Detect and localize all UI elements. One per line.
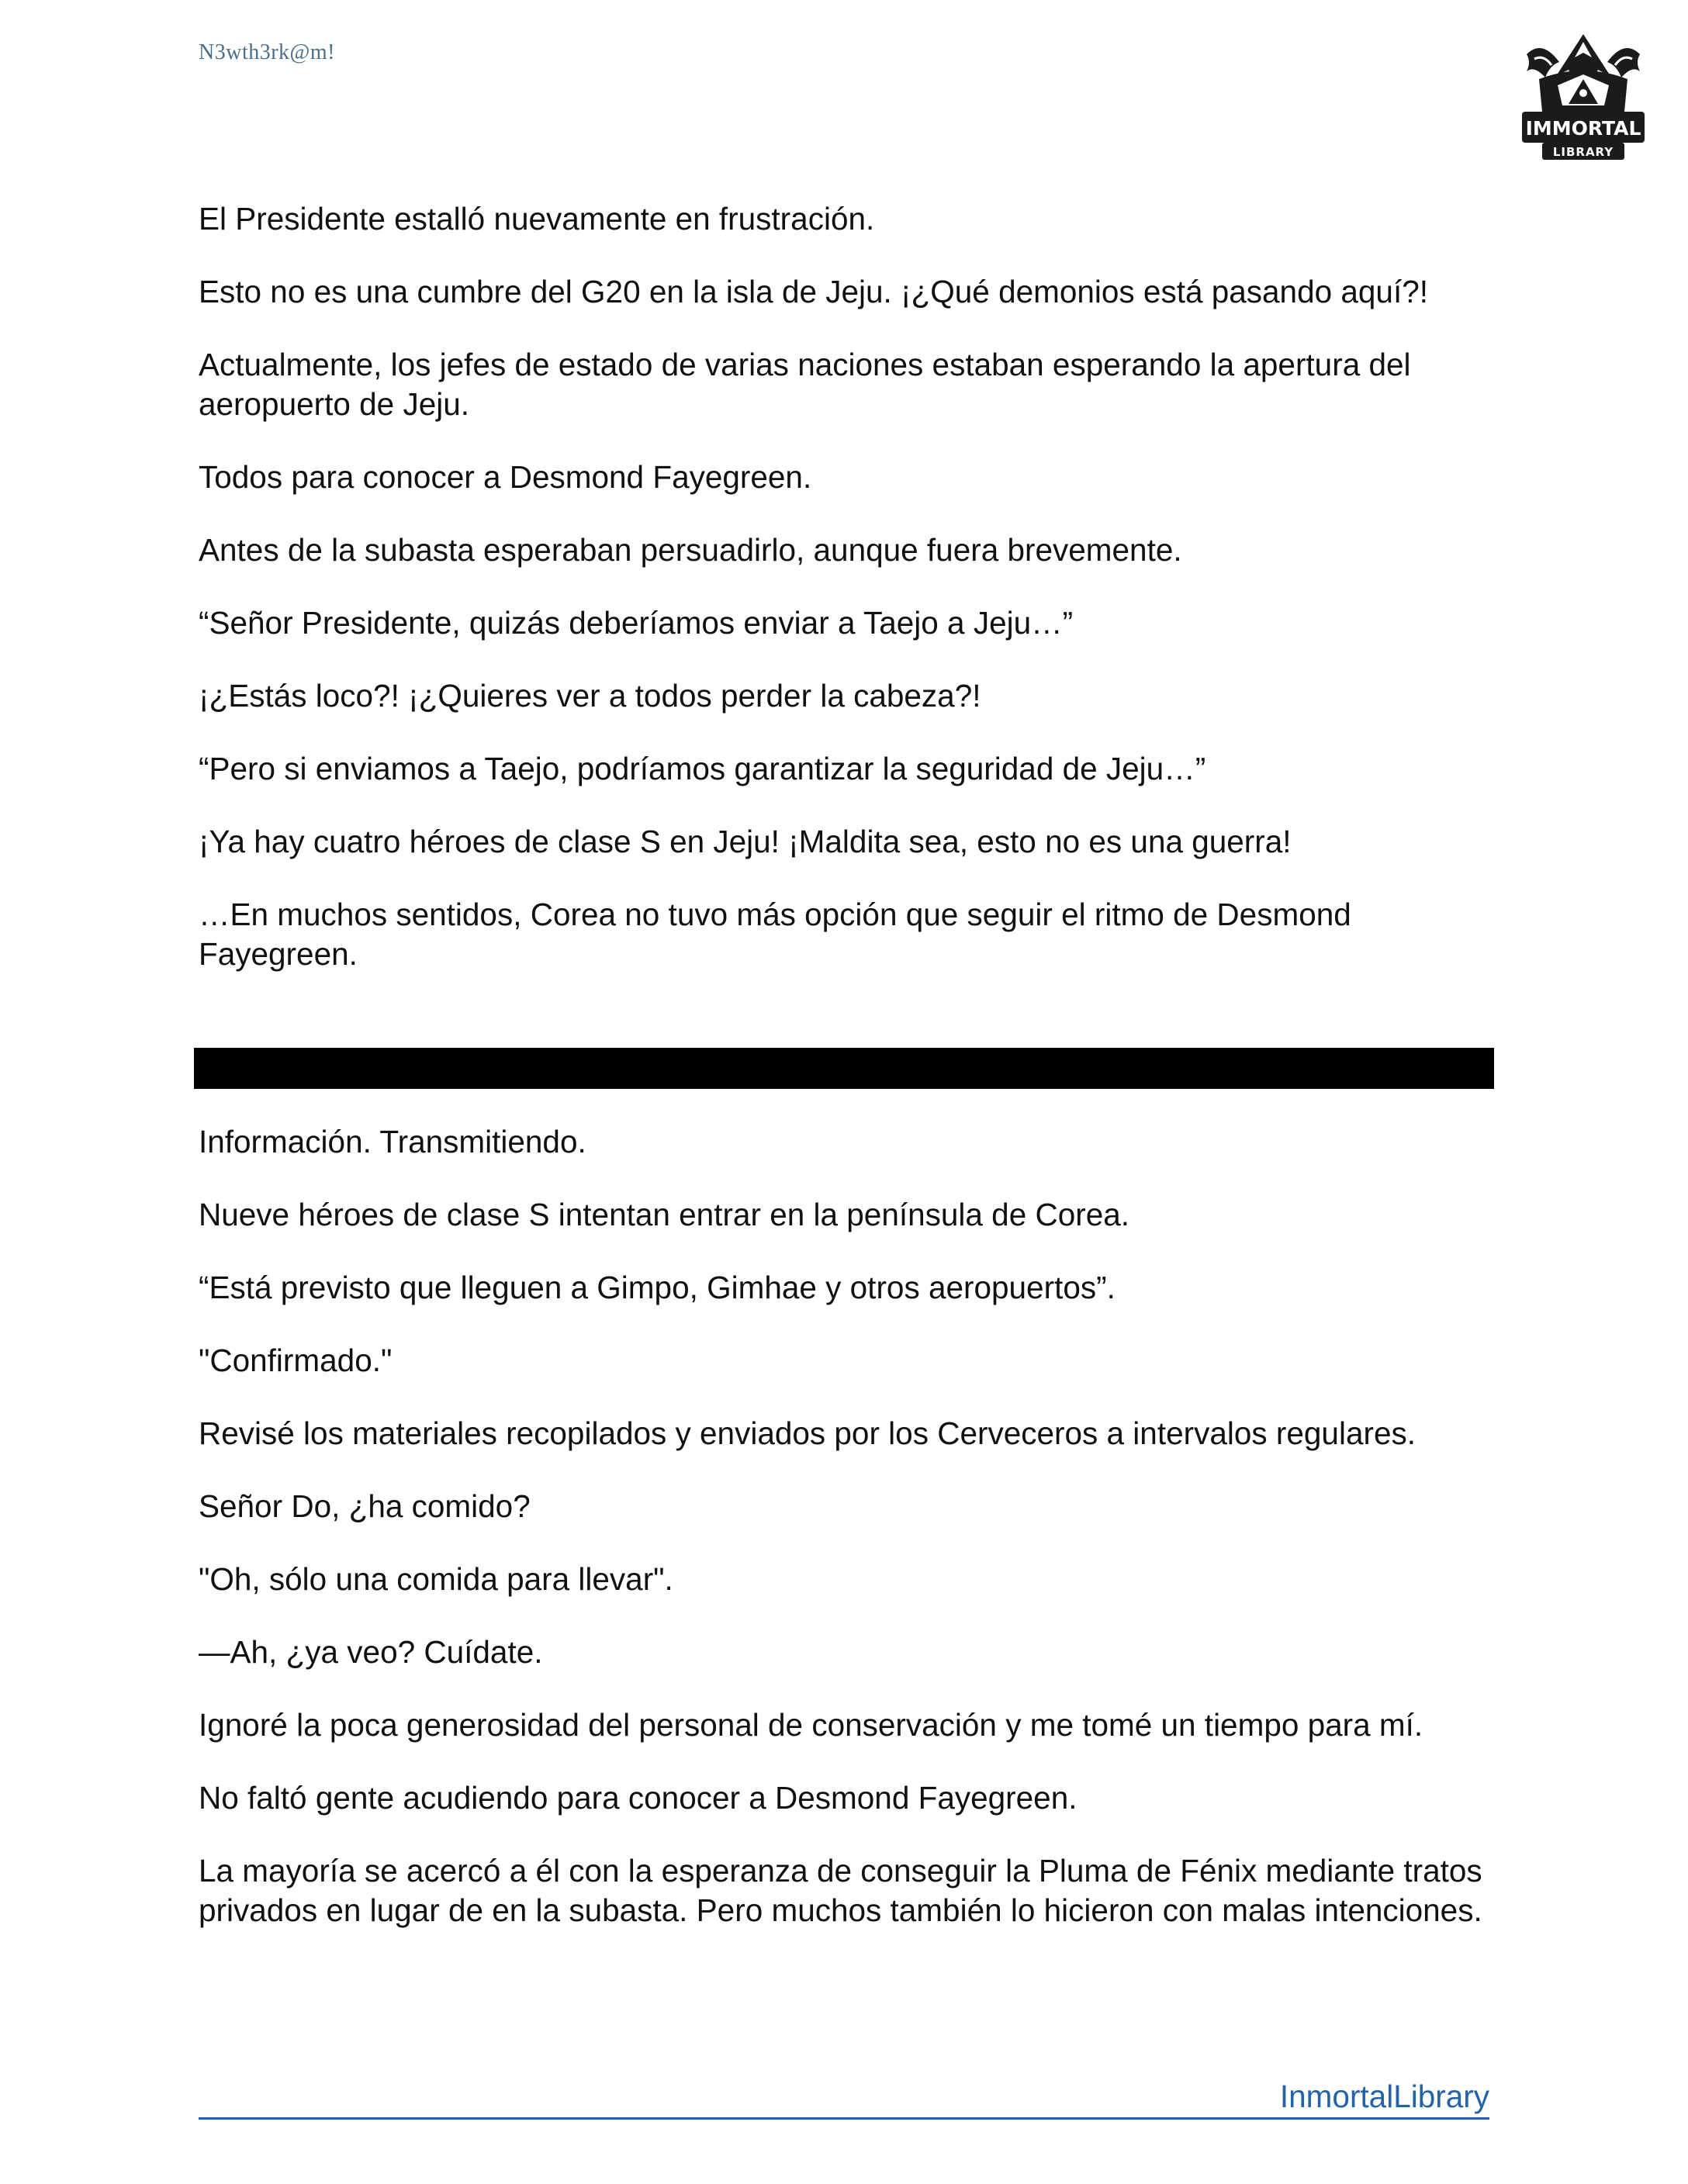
paragraph: Revisé los materiales recopilados y enviados por los Cerveceros a intervalos regulares.	[199, 1415, 1416, 1451]
paragraph: La mayoría se acercó a él con la esperanza de conseguir la Pluma de Fénix mediante tratos privados en lugar de en la subasta. Pero muchos también lo hicieron con malas intenciones.	[199, 1853, 1482, 1928]
section-1	[199, 199, 1502, 974]
paragraph: Actualmente, los jefes de estado de varias naciones estaban esperando la apertura del aeropuerto de Jeju.	[199, 347, 1411, 422]
immortal-library-logo	[1511, 31, 1655, 164]
paragraph: ¡¿Estás loco?! ¡¿Quieres ver a todos perder la cabeza?!	[199, 678, 981, 714]
paragraph: Esto no es una cumbre del G20 en la isla de Jeju. ¡¿Qué demonios está pasando aquí?!	[199, 274, 1428, 309]
section-2	[199, 1122, 1502, 1930]
paragraph: —Ah, ¿ya veo? Cuídate.	[199, 1634, 543, 1670]
paragraph: Todos para conocer a Desmond Fayegreen.	[199, 459, 812, 495]
paragraph: Señor Do, ¿ha comido?	[199, 1488, 531, 1524]
watermark-text: N3wth3rk@m!	[199, 40, 335, 64]
paragraph: No faltó gente acudiendo para conocer a Desmond Fayegreen.	[199, 1780, 1077, 1816]
paragraph: El Presidente estalló nuevamente en frustración.	[199, 201, 875, 237]
paragraph: Nueve héroes de clase S intentan entrar en la península de Corea.	[199, 1197, 1130, 1232]
footer-rule	[199, 2117, 1489, 2120]
paragraph: "Confirmado."	[199, 1343, 393, 1378]
paragraph: ¡Ya hay cuatro héroes de clase S en Jeju! ¡Maldita sea, esto no es una guerra!	[199, 824, 1292, 859]
paragraph: Antes de la subasta esperaban persuadirlo, aunque fuera brevemente.	[199, 532, 1182, 568]
paragraph: Ignoré la poca generosidad del personal de conservación y me tomé un tiempo para mí.	[199, 1707, 1423, 1743]
paragraph: “Está previsto que lleguen a Gimpo, Gimhae y otros aeropuertos”.	[199, 1270, 1116, 1305]
paragraph: “Señor Presidente, quizás deberíamos enviar a Taejo a Jeju…”	[199, 605, 1074, 641]
paragraph: “Pero si enviamos a Taejo, podríamos garantizar la seguridad de Jeju…”	[199, 751, 1206, 786]
footer-link-inmortallibrary[interactable]: InmortalLibrary	[1279, 2079, 1489, 2114]
logo-text-immortal: IMMORTAL	[1525, 117, 1641, 140]
paragraph: Información. Transmitiendo.	[199, 1124, 586, 1159]
paragraph: "Oh, sólo una comida para llevar".	[199, 1561, 673, 1597]
section-divider	[194, 1048, 1494, 1089]
paragraph: …En muchos sentidos, Corea no tuvo más opción que seguir el ritmo de Desmond Fayegreen.	[199, 897, 1351, 972]
logo-text-library: LIBRARY	[1552, 145, 1614, 159]
